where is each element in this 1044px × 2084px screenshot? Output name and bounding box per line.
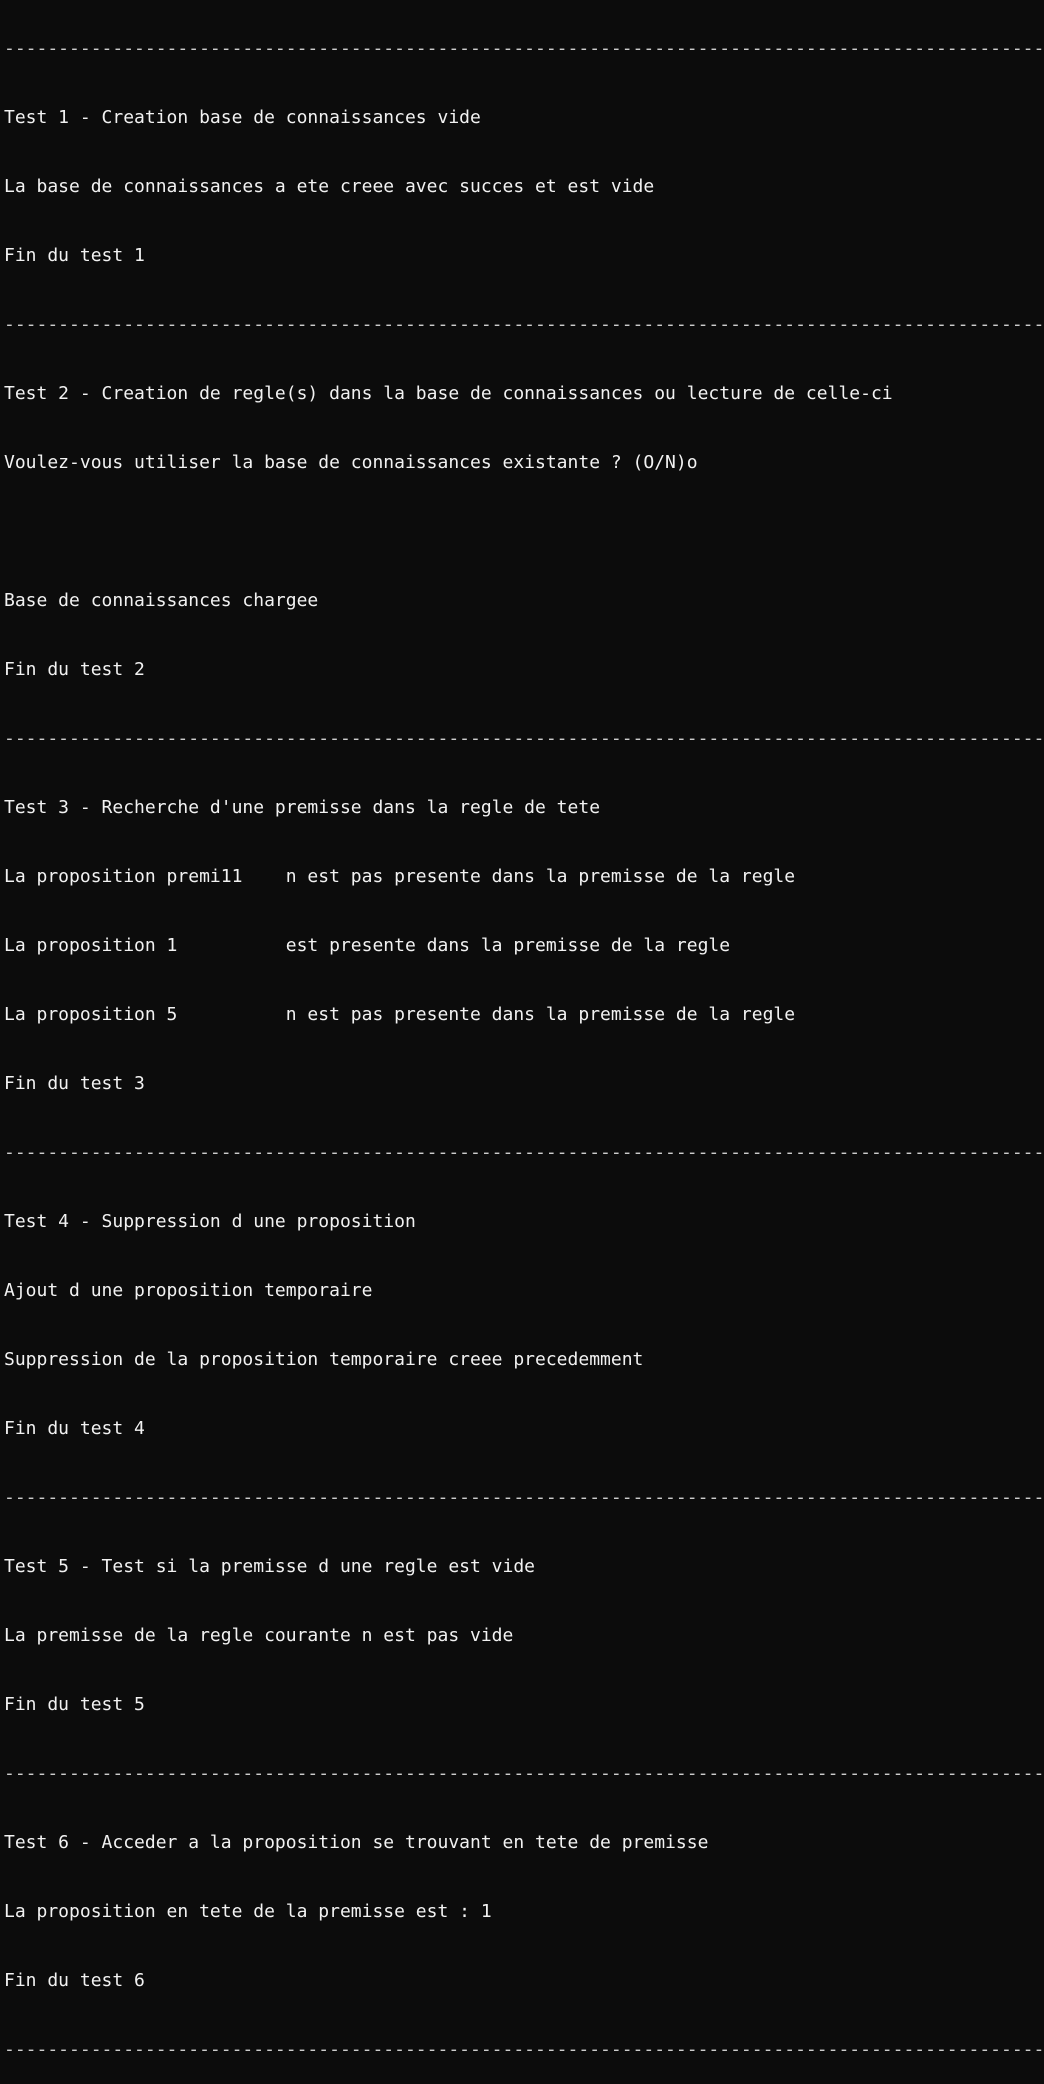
test-2-prompt: Voulez-vous utiliser la base de connaissances existante ? (O/N)o [4, 452, 698, 473]
test-1-end: Fin du test 1 [4, 245, 145, 266]
separator-line: ------------------------------------------------------------------------------------------------ [4, 1487, 1044, 1508]
test-2-result: Base de connaissances chargee [4, 590, 319, 611]
test-6-result: La proposition en tete de la premisse est : 1 [4, 1901, 492, 1922]
separator-line: ------------------------------------------------------------------------------------------------ [4, 728, 1044, 749]
separator-line: ------------------------------------------------------------------------------------------------ [4, 2039, 1044, 2060]
separator-line: ------------------------------------------------------------------------------------------------ [4, 314, 1044, 335]
test-5-end: Fin du test 5 [4, 1694, 145, 1715]
test-3-result-3: La proposition 5 n est pas presente dans la premisse de la regle [4, 1004, 796, 1025]
test-3-result-2: La proposition 1 est presente dans la premisse de la regle [4, 935, 731, 956]
test-3-result-1: La proposition premi11 n est pas presente dans la premisse de la regle [4, 866, 796, 887]
test-2-end: Fin du test 2 [4, 659, 145, 680]
test-4-step-2: Suppression de la proposition temporaire creee precedemment [4, 1349, 644, 1370]
test-1-result: La base de connaissances a ete creee avec succes et est vide [4, 176, 655, 197]
test-2-title: Test 2 - Creation de regle(s) dans la base de connaissances ou lecture de celle-ci [4, 383, 893, 404]
test-6-end: Fin du test 6 [4, 1970, 145, 1991]
separator-line: ------------------------------------------------------------------------------------------------ [4, 38, 1044, 59]
test-4-title: Test 4 - Suppression d une proposition [4, 1211, 416, 1232]
test-5-result: La premisse de la regle courante n est pas vide [4, 1625, 514, 1646]
test-6-title: Test 6 - Acceder a la proposition se trouvant en tete de premisse [4, 1832, 709, 1853]
test-3-title: Test 3 - Recherche d'une premisse dans la regle de tete [4, 797, 601, 818]
test-4-step-1: Ajout d une proposition temporaire [4, 1280, 373, 1301]
separator-line: ------------------------------------------------------------------------------------------------ [4, 1763, 1044, 1784]
test-4-end: Fin du test 4 [4, 1418, 145, 1439]
blank-line [4, 520, 1010, 543]
test-5-title: Test 5 - Test si la premisse d une regle est vide [4, 1556, 536, 1577]
test-1-title: Test 1 - Creation base de connaissances vide [4, 107, 481, 128]
separator-line: ------------------------------------------------------------------------------------------------ [4, 1142, 1044, 1163]
console-output[interactable] [4, 0, 1044, 2084]
test-3-end: Fin du test 3 [4, 1073, 145, 1094]
